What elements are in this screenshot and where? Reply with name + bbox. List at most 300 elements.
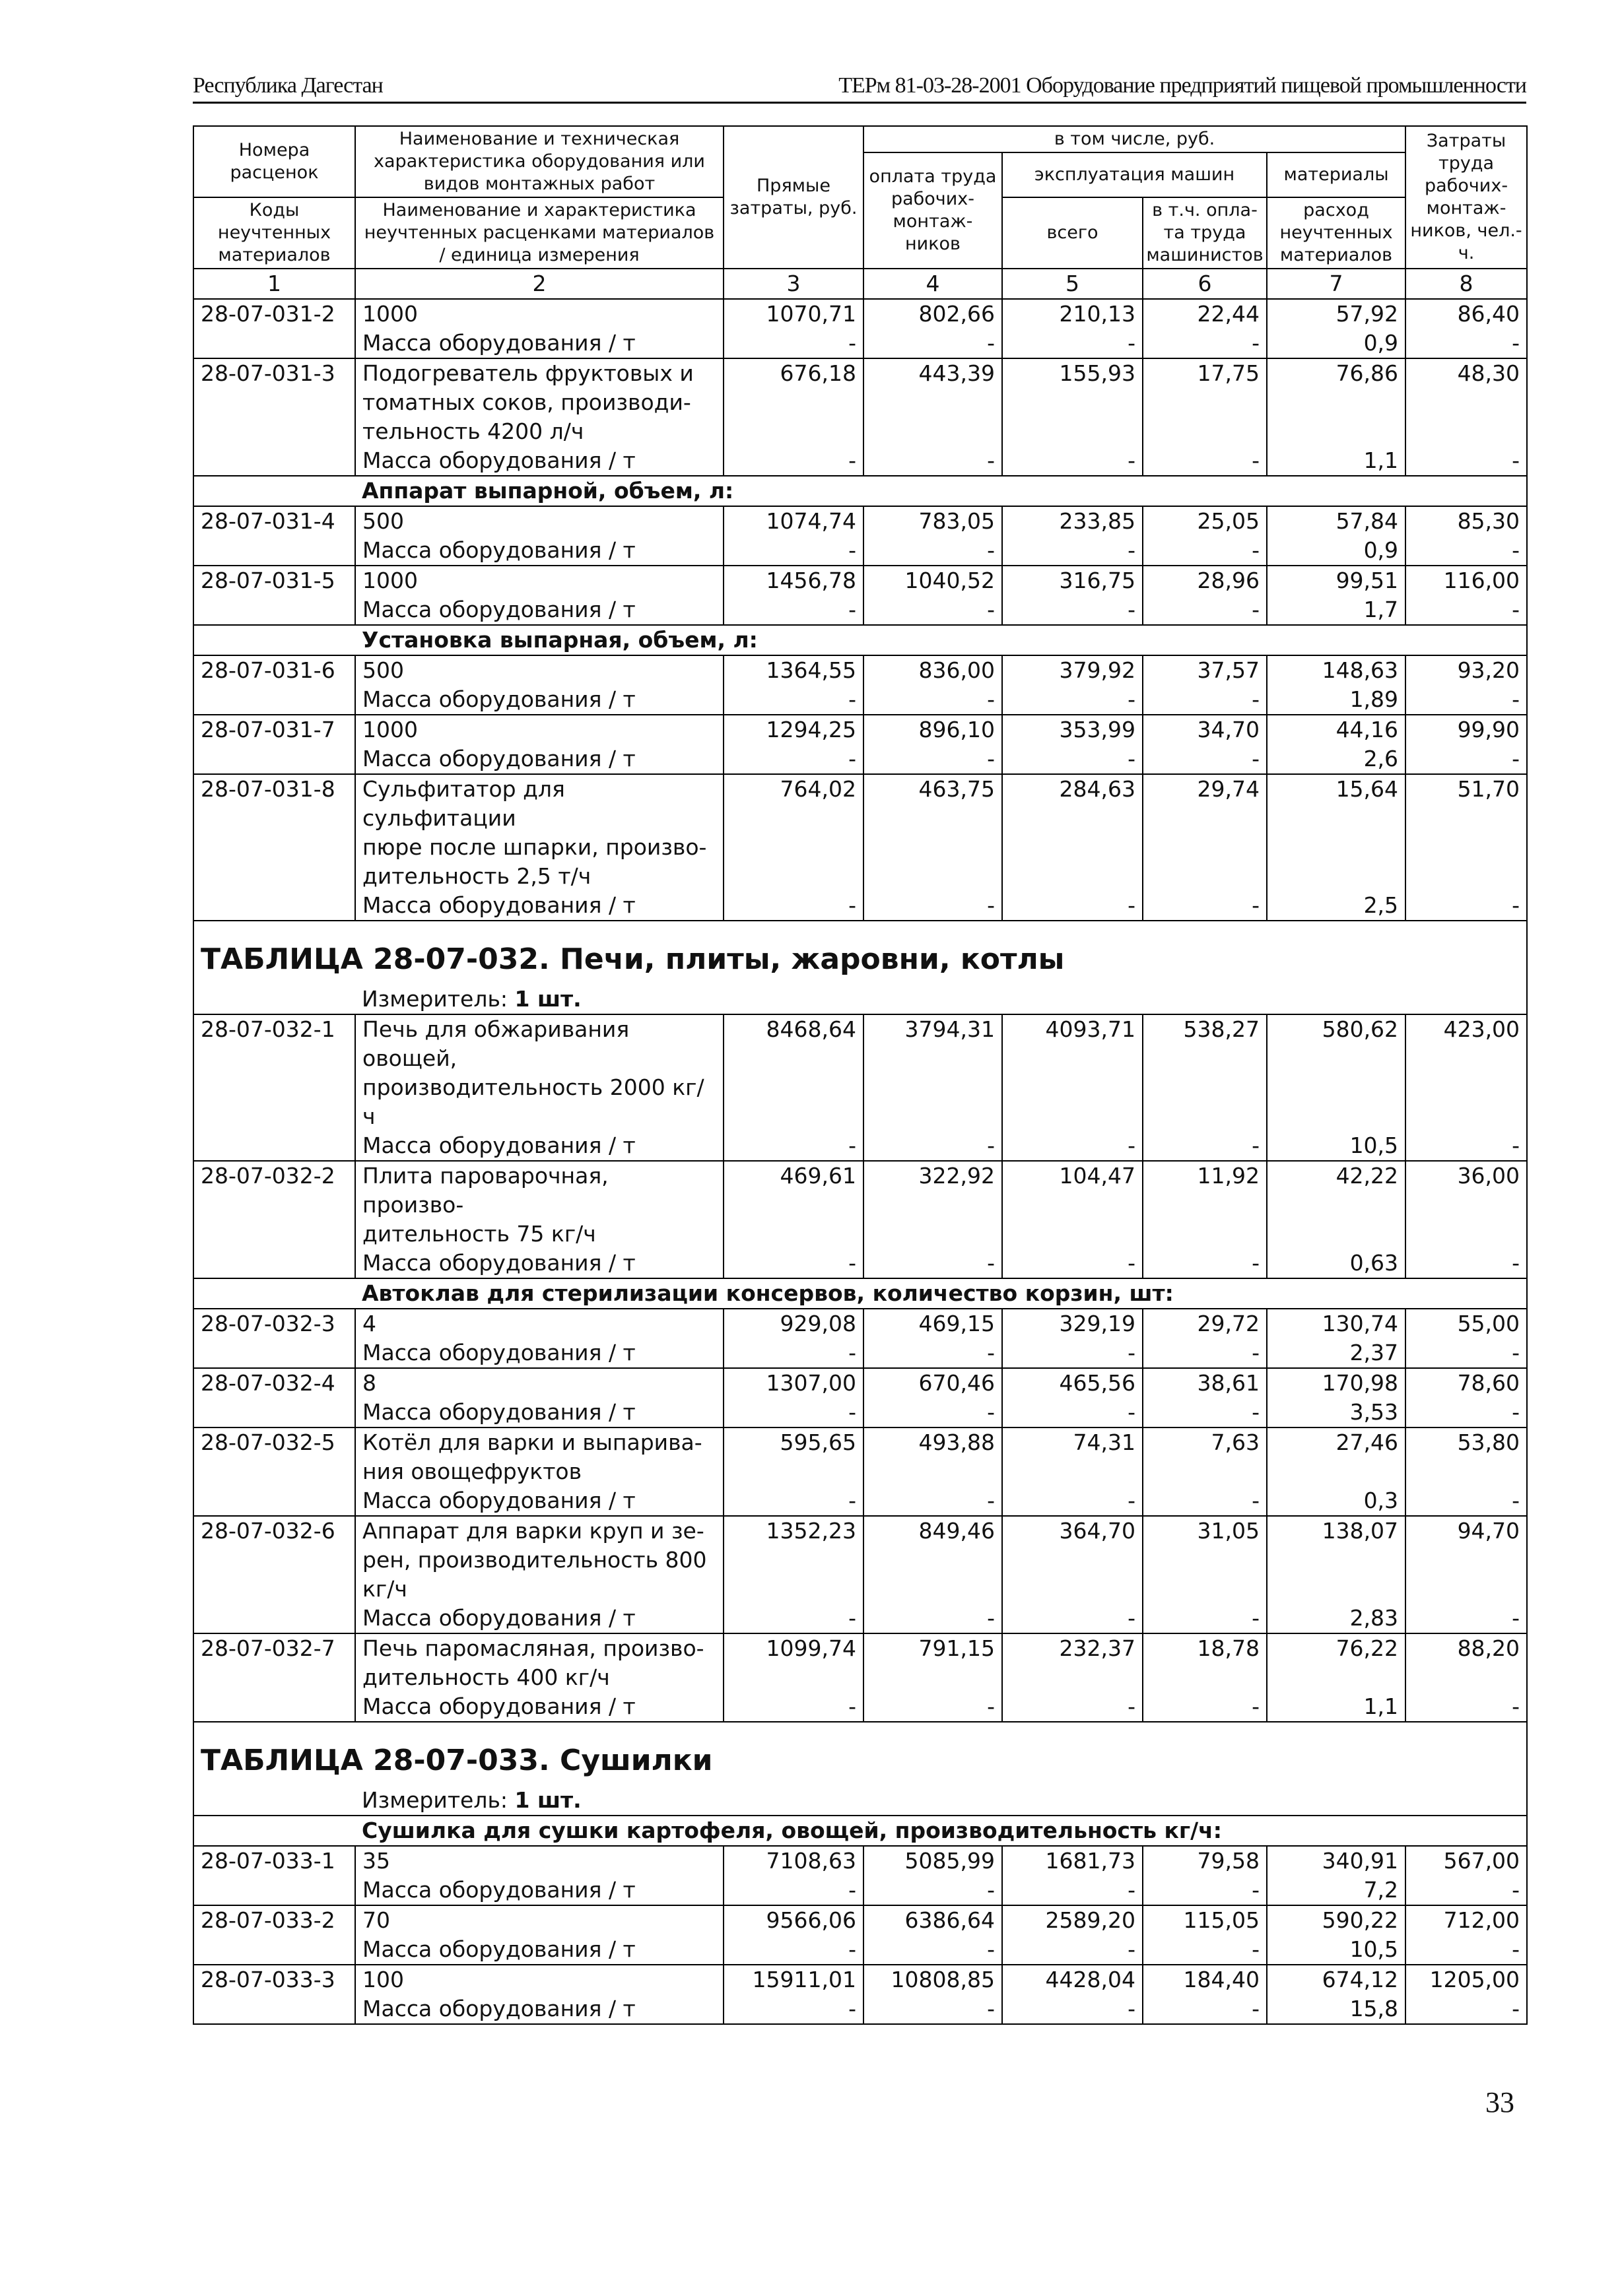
item-name-line: дительность 75 кг/ч	[362, 1221, 596, 1247]
mass-value: -	[1405, 329, 1527, 358]
mass-label: Масса оборудования / т	[355, 595, 724, 625]
mass-value: -	[1143, 685, 1267, 715]
value-cell: 27,46	[1267, 1427, 1405, 1486]
mass-value: -	[1405, 1486, 1527, 1516]
col-head-material-use: расход неучтенных материалов	[1267, 197, 1405, 269]
mass-value: -	[724, 685, 863, 715]
mass-value: -	[724, 1692, 863, 1722]
mass-value: -	[1143, 595, 1267, 625]
value-cell: 37,57	[1143, 655, 1267, 685]
column-number: 8	[1405, 269, 1527, 299]
mass-value: -	[863, 1398, 1002, 1427]
mass-value: -	[1002, 595, 1143, 625]
mass-value: 0,3	[1267, 1486, 1405, 1516]
value-cell: 57,84	[1267, 506, 1405, 536]
mass-row	[193, 1338, 1527, 1368]
mass-row	[193, 446, 1527, 476]
table-row	[193, 1516, 1527, 1604]
mass-value: -	[1405, 1338, 1527, 1368]
item-name	[355, 1905, 724, 1935]
header-rule	[193, 102, 1526, 104]
value-cell: 7108,63	[724, 1846, 863, 1876]
mass-row	[193, 595, 1527, 625]
mass-value: -	[1143, 1398, 1267, 1427]
value-cell: 29,74	[1143, 774, 1267, 891]
mass-value: -	[863, 744, 1002, 774]
value-cell: 764,02	[724, 774, 863, 891]
item-name	[355, 1427, 724, 1486]
col-head-group: в том числе, руб.	[863, 126, 1405, 152]
mass-value: -	[1143, 1249, 1267, 1278]
column-number: 6	[1143, 269, 1267, 299]
rate-code: 28-07-032-4	[193, 1368, 355, 1398]
mass-value: -	[1143, 1604, 1267, 1633]
mass-value: -	[863, 1604, 1002, 1633]
table-row	[193, 1014, 1527, 1131]
value-cell: 76,22	[1267, 1633, 1405, 1692]
rate-code: 28-07-031-3	[193, 358, 355, 446]
mass-row	[193, 1131, 1527, 1161]
value-cell: 170,98	[1267, 1368, 1405, 1398]
mass-value: -	[724, 595, 863, 625]
mass-value: -	[1002, 744, 1143, 774]
empty-cell	[193, 1278, 355, 1309]
mass-value: -	[724, 1249, 863, 1278]
empty-cell	[193, 891, 355, 921]
col-head-unaccounted-codes: Коды неучтенных материалов	[193, 197, 355, 269]
mass-value: -	[724, 1994, 863, 2024]
mass-value: -	[1143, 536, 1267, 566]
mass-value: -	[1405, 744, 1527, 774]
value-cell: 353,99	[1002, 715, 1143, 744]
mass-value: -	[1002, 1398, 1143, 1427]
value-cell: 316,75	[1002, 566, 1143, 595]
mass-value: -	[724, 1486, 863, 1516]
value-cell: 1040,52	[863, 566, 1002, 595]
section-row	[193, 625, 1527, 655]
value-cell: 85,30	[1405, 506, 1527, 536]
value-cell: 184,40	[1143, 1965, 1267, 1994]
mass-label: Масса оборудования / т	[355, 329, 724, 358]
item-name-line: тельность 4200 л/ч	[362, 418, 584, 444]
mass-label: Масса оборудования / т	[355, 1604, 724, 1633]
rate-code: 28-07-032-1	[193, 1014, 355, 1131]
value-cell: 115,05	[1143, 1905, 1267, 1935]
value-cell: 423,00	[1405, 1014, 1527, 1131]
mass-value: -	[863, 1876, 1002, 1905]
mass-value: -	[1002, 1486, 1143, 1516]
header-region: Республика Дагестан	[193, 73, 383, 98]
rate-code: 28-07-032-2	[193, 1161, 355, 1249]
mass-value: -	[863, 536, 1002, 566]
mass-row	[193, 891, 1527, 921]
item-name-line: ния овощефруктов	[362, 1459, 582, 1484]
item-name-line: дительность 2,5 т/ч	[362, 863, 591, 889]
mass-value: -	[863, 1935, 1002, 1965]
rate-code: 28-07-033-1	[193, 1846, 355, 1876]
mass-value: -	[1405, 1131, 1527, 1161]
item-name	[355, 655, 724, 685]
mass-value: 15,8	[1267, 1994, 1405, 2024]
value-cell: 36,00	[1405, 1161, 1527, 1249]
mass-value: -	[1405, 1876, 1527, 1905]
value-cell: 469,15	[863, 1309, 1002, 1338]
value-cell: 1205,00	[1405, 1965, 1527, 1994]
table-row	[193, 1846, 1527, 1876]
item-name-line: 500	[362, 508, 404, 534]
value-cell: 10808,85	[863, 1965, 1002, 1994]
value-cell: 130,74	[1267, 1309, 1405, 1338]
mass-value: 2,83	[1267, 1604, 1405, 1633]
column-numbers-row	[193, 269, 1527, 299]
item-name	[355, 506, 724, 536]
mass-value: -	[1002, 446, 1143, 476]
value-cell: 322,92	[863, 1161, 1002, 1249]
item-name	[355, 1309, 724, 1338]
table-row	[193, 655, 1527, 685]
item-name	[355, 1516, 724, 1604]
value-cell: 1364,55	[724, 655, 863, 685]
meter-value: 1 шт.	[514, 1787, 582, 1813]
mass-value: -	[1002, 1692, 1143, 1722]
mass-label: Масса оборудования / т	[355, 1338, 724, 1368]
value-cell: 670,46	[863, 1368, 1002, 1398]
value-cell: 676,18	[724, 358, 863, 446]
value-cell: 284,63	[1002, 774, 1143, 891]
table-row	[193, 715, 1527, 744]
value-cell: 44,16	[1267, 715, 1405, 744]
section-heading: Установка выпарная, объем, л:	[355, 625, 1527, 655]
mass-value: -	[1405, 1249, 1527, 1278]
table-title: ТАБЛИЦА 28-07-033. Сушилки	[193, 1722, 1527, 1786]
table-row	[193, 1368, 1527, 1398]
value-cell: 55,00	[1405, 1309, 1527, 1338]
value-cell: 1681,73	[1002, 1846, 1143, 1876]
value-cell: 15,64	[1267, 774, 1405, 891]
item-name-line: 500	[362, 657, 404, 683]
value-cell: 138,07	[1267, 1516, 1405, 1604]
column-number: 5	[1002, 269, 1143, 299]
empty-cell	[193, 1935, 355, 1965]
item-name-line: пюре после шпарки, произво-	[362, 834, 707, 860]
mass-value: -	[1002, 685, 1143, 715]
empty-cell	[193, 1398, 355, 1427]
mass-row	[193, 1876, 1527, 1905]
mass-value: 3,53	[1267, 1398, 1405, 1427]
mass-label: Масса оборудования / т	[355, 1398, 724, 1427]
meter-cell	[355, 985, 1527, 1014]
value-cell: 86,40	[1405, 299, 1527, 329]
value-cell: 31,05	[1143, 1516, 1267, 1604]
mass-value: -	[863, 446, 1002, 476]
rate-code: 28-07-031-5	[193, 566, 355, 595]
item-name	[355, 1633, 724, 1692]
mass-value: -	[1405, 1994, 1527, 2024]
empty-cell	[193, 1994, 355, 2024]
mass-value: -	[724, 1398, 863, 1427]
mass-value: -	[1143, 891, 1267, 921]
meter-cell	[355, 1786, 1527, 1816]
mass-value: -	[1002, 1604, 1143, 1633]
value-cell: 9566,06	[724, 1905, 863, 1935]
item-name	[355, 1368, 724, 1398]
item-name-line: производительность 2000 кг/ч	[362, 1074, 704, 1129]
section-heading: Автоклав для стерилизации консервов, количество корзин, шт:	[355, 1278, 1527, 1309]
col-head-codes: Номера расценок	[193, 126, 355, 197]
empty-cell	[193, 1338, 355, 1368]
mass-value: -	[724, 1935, 863, 1965]
mass-value: -	[1002, 1876, 1143, 1905]
mass-value: -	[1002, 536, 1143, 566]
value-cell: 51,70	[1405, 774, 1527, 891]
mass-label: Масса оборудования / т	[355, 1692, 724, 1722]
item-name-line: 1000	[362, 301, 418, 327]
mass-value: -	[1002, 1249, 1143, 1278]
empty-cell	[193, 446, 355, 476]
mass-value: 2,37	[1267, 1338, 1405, 1368]
value-cell: 783,05	[863, 506, 1002, 536]
mass-value: -	[863, 1131, 1002, 1161]
mass-value: 7,2	[1267, 1876, 1405, 1905]
mass-value: -	[724, 1604, 863, 1633]
mass-value: -	[863, 1994, 1002, 2024]
mass-value: -	[1405, 536, 1527, 566]
mass-row	[193, 1486, 1527, 1516]
mass-value: -	[1143, 1876, 1267, 1905]
mass-value: -	[1143, 1692, 1267, 1722]
table-row	[193, 1633, 1527, 1692]
value-cell: 5085,99	[863, 1846, 1002, 1876]
item-name-line: 70	[362, 1907, 390, 1933]
section-heading: Аппарат выпарной, объем, л:	[355, 476, 1527, 506]
rate-code: 28-07-031-6	[193, 655, 355, 685]
col-head-machinists: в т.ч. опла-та труда машинистов	[1143, 197, 1267, 269]
table-row	[193, 566, 1527, 595]
value-cell: 443,39	[863, 358, 1002, 446]
empty-cell	[193, 1249, 355, 1278]
mass-value: -	[1002, 891, 1143, 921]
meter-label: Измеритель:	[362, 1787, 508, 1813]
value-cell: 896,10	[863, 715, 1002, 744]
empty-cell	[193, 595, 355, 625]
table-row	[193, 1309, 1527, 1338]
section-row	[193, 1816, 1527, 1846]
value-cell: 595,65	[724, 1427, 863, 1486]
column-number: 7	[1267, 269, 1405, 299]
item-name-line: 1000	[362, 717, 418, 742]
value-cell: 11,92	[1143, 1161, 1267, 1249]
value-cell: 712,00	[1405, 1905, 1527, 1935]
mass-value: -	[1002, 1131, 1143, 1161]
page-header	[193, 68, 1526, 102]
mass-row	[193, 685, 1527, 715]
value-cell: 22,44	[1143, 299, 1267, 329]
mass-value: 10,5	[1267, 1131, 1405, 1161]
meter-row	[193, 985, 1527, 1014]
mass-value: -	[1405, 1692, 1527, 1722]
col-head-labor: Затраты труда рабочих-монтаж-ников, чел.-ч.	[1405, 126, 1527, 269]
value-cell: 34,70	[1143, 715, 1267, 744]
mass-value: 10,5	[1267, 1935, 1405, 1965]
mass-label: Масса оборудования / т	[355, 1935, 724, 1965]
mass-value: -	[1143, 744, 1267, 774]
table-body	[193, 299, 1527, 2024]
mass-value: -	[1405, 446, 1527, 476]
value-cell: 76,86	[1267, 358, 1405, 446]
value-cell: 929,08	[724, 1309, 863, 1338]
item-name-line: томатных соков, производи-	[362, 389, 691, 415]
value-cell: 6386,64	[863, 1905, 1002, 1935]
value-cell: 79,58	[1143, 1846, 1267, 1876]
mass-value: 1,7	[1267, 595, 1405, 625]
col-head-machines-total: всего	[1002, 197, 1143, 269]
mass-value: -	[1405, 595, 1527, 625]
column-number: 2	[355, 269, 724, 299]
value-cell: 48,30	[1405, 358, 1527, 446]
mass-label: Масса оборудования / т	[355, 685, 724, 715]
item-name-line: 1000	[362, 568, 418, 593]
value-cell: 93,20	[1405, 655, 1527, 685]
mass-label: Масса оборудования / т	[355, 891, 724, 921]
mass-value: -	[863, 685, 1002, 715]
item-name-line: 8	[362, 1370, 376, 1396]
table-title-row	[193, 921, 1527, 985]
rate-code: 28-07-032-7	[193, 1633, 355, 1692]
value-cell: 116,00	[1405, 566, 1527, 595]
col-head-direct-cost: Прямые затраты, руб.	[724, 126, 863, 269]
item-name-line: Аппарат для варки круп и зе-	[362, 1518, 704, 1544]
page-number: 33	[1485, 2086, 1514, 2118]
value-cell: 94,70	[1405, 1516, 1527, 1604]
mass-value: -	[863, 595, 1002, 625]
value-cell: 1099,74	[724, 1633, 863, 1692]
item-name	[355, 1161, 724, 1249]
item-name	[355, 566, 724, 595]
value-cell: 17,75	[1143, 358, 1267, 446]
value-cell: 25,05	[1143, 506, 1267, 536]
item-name	[355, 299, 724, 329]
mass-value: -	[724, 329, 863, 358]
rate-code: 28-07-033-2	[193, 1905, 355, 1935]
col-head-materials: материалы	[1267, 152, 1405, 197]
mass-value: -	[1143, 446, 1267, 476]
mass-row	[193, 1935, 1527, 1965]
col-head-wages: оплата труда рабочих-монтаж-ников	[863, 152, 1002, 269]
mass-value: -	[1143, 1935, 1267, 1965]
mass-value: 0,63	[1267, 1249, 1405, 1278]
mass-value: -	[1143, 1994, 1267, 2024]
value-cell: 99,90	[1405, 715, 1527, 744]
col-head-name: Наименование и техническая характеристика оборудования или видов монтажных работ	[355, 126, 724, 197]
meter-row	[193, 1786, 1527, 1816]
value-cell: 18,78	[1143, 1633, 1267, 1692]
section-row	[193, 1278, 1527, 1309]
mass-value: -	[1002, 1338, 1143, 1368]
value-cell: 2589,20	[1002, 1905, 1143, 1935]
value-cell: 210,13	[1002, 299, 1143, 329]
mass-value: 2,5	[1267, 891, 1405, 921]
table-head	[193, 126, 1527, 299]
value-cell: 580,62	[1267, 1014, 1405, 1131]
mass-value: -	[1405, 1604, 1527, 1633]
mass-value: -	[724, 536, 863, 566]
value-cell: 1456,78	[724, 566, 863, 595]
column-number: 1	[193, 269, 355, 299]
mass-value: -	[1143, 329, 1267, 358]
price-table	[193, 125, 1528, 2025]
empty-cell	[193, 1876, 355, 1905]
value-cell: 7,63	[1143, 1427, 1267, 1486]
mass-value: -	[1405, 1935, 1527, 1965]
mass-row	[193, 1249, 1527, 1278]
value-cell: 78,60	[1405, 1368, 1527, 1398]
value-cell: 104,47	[1002, 1161, 1143, 1249]
value-cell: 463,75	[863, 774, 1002, 891]
column-number: 4	[863, 269, 1002, 299]
rate-code: 28-07-031-8	[193, 774, 355, 891]
value-cell: 1294,25	[724, 715, 863, 744]
value-cell: 329,19	[1002, 1309, 1143, 1338]
table-title: ТАБЛИЦА 28-07-032. Печи, плиты, жаровни, котлы	[193, 921, 1527, 985]
value-cell: 38,61	[1143, 1368, 1267, 1398]
value-cell: 148,63	[1267, 655, 1405, 685]
mass-value: -	[724, 744, 863, 774]
item-name-line: дительность 400 кг/ч	[362, 1664, 610, 1690]
rate-code: 28-07-033-3	[193, 1965, 355, 1994]
item-name-line: Печь для обжаривания овощей,	[362, 1016, 630, 1071]
value-cell: 469,61	[724, 1161, 863, 1249]
empty-cell	[193, 1604, 355, 1633]
value-cell: 674,12	[1267, 1965, 1405, 1994]
empty-cell	[193, 985, 355, 1014]
value-cell: 3794,31	[863, 1014, 1002, 1131]
mass-row	[193, 1398, 1527, 1427]
item-name-line: 100	[362, 1967, 404, 1992]
item-name-line: Плита пароварочная, произво-	[362, 1163, 609, 1218]
rate-code: 28-07-031-2	[193, 299, 355, 329]
value-cell: 42,22	[1267, 1161, 1405, 1249]
item-name-line: Печь паромасляная, произво-	[362, 1635, 704, 1661]
empty-cell	[193, 1131, 355, 1161]
value-cell: 1074,74	[724, 506, 863, 536]
mass-value: -	[1002, 1935, 1143, 1965]
mass-value: -	[724, 1876, 863, 1905]
table-row	[193, 1965, 1527, 1994]
mass-value: -	[863, 1249, 1002, 1278]
mass-label: Масса оборудования / т	[355, 744, 724, 774]
mass-value: 1,1	[1267, 1692, 1405, 1722]
mass-value: -	[863, 329, 1002, 358]
mass-label: Масса оборудования / т	[355, 1994, 724, 2024]
value-cell: 155,93	[1002, 358, 1143, 446]
mass-value: 0,9	[1267, 329, 1405, 358]
rate-code: 28-07-032-5	[193, 1427, 355, 1486]
empty-cell	[193, 1692, 355, 1722]
value-cell: 74,31	[1002, 1427, 1143, 1486]
item-name-line: Подогреватель фруктовых и	[362, 360, 694, 386]
item-name-line: 4	[362, 1311, 376, 1336]
value-cell: 836,00	[863, 655, 1002, 685]
mass-value: -	[1405, 891, 1527, 921]
value-cell: 1070,71	[724, 299, 863, 329]
value-cell: 28,96	[1143, 566, 1267, 595]
value-cell: 233,85	[1002, 506, 1143, 536]
value-cell: 232,37	[1002, 1633, 1143, 1692]
mass-value: -	[1002, 329, 1143, 358]
table-row	[193, 358, 1527, 446]
empty-cell	[193, 625, 355, 655]
value-cell: 53,80	[1405, 1427, 1527, 1486]
